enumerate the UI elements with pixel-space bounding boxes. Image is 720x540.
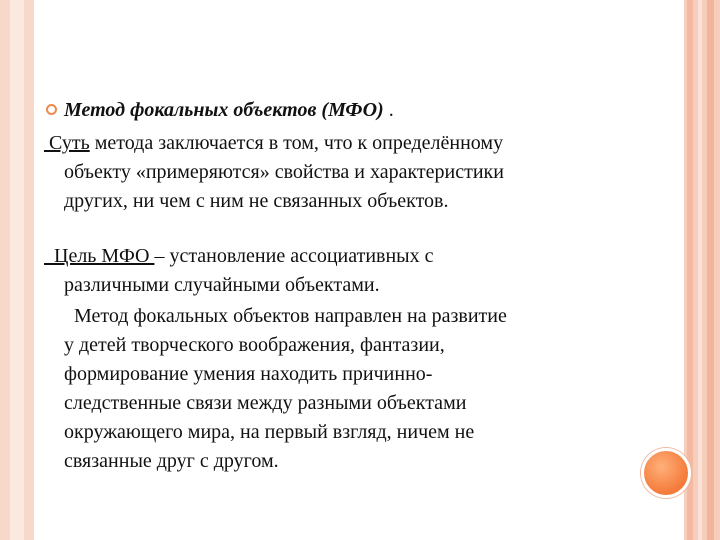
goal-term: Цель МФО (44, 245, 155, 267)
essence-line-3: других, ни чем с ним не связанных объектов. (64, 190, 449, 212)
goal-line-2: различными случайными объектами. (64, 274, 380, 296)
description-line-3: формирование умения находить причинно- (64, 363, 433, 385)
decorative-circle (641, 448, 691, 498)
goal-line-1: – установление ассоциативных с (154, 245, 434, 267)
description-line-1: Метод фокальных объектов направлен на развитие (64, 305, 507, 327)
slide-heading (44, 96, 644, 125)
left-decorative-frame (0, 0, 34, 540)
description-line-6: связанные друг с другом. (64, 450, 279, 472)
description-line-4: следственные связи между разными объектами (64, 392, 467, 414)
essence-term: Суть (44, 132, 90, 154)
description-line-2: у детей творческого воображения, фантазии, (64, 334, 445, 356)
heading-suffix: . (383, 99, 394, 121)
essence-line-2: объекту «примеряются» свойства и характеристики (64, 161, 504, 183)
heading-title: Метод фокальных объектов (МФО) (64, 99, 384, 121)
paragraph-goal (44, 242, 644, 300)
slide-content (44, 96, 644, 476)
essence-line-1: метода заключается в том, что к определённому (89, 132, 504, 154)
bullet-icon (46, 104, 57, 115)
paragraph-description (44, 302, 644, 476)
description-line-5: окружающего мира, на первый взгляд, ничем не (64, 421, 475, 443)
paragraph-essence (44, 129, 644, 216)
right-decorative-frame (684, 0, 720, 540)
